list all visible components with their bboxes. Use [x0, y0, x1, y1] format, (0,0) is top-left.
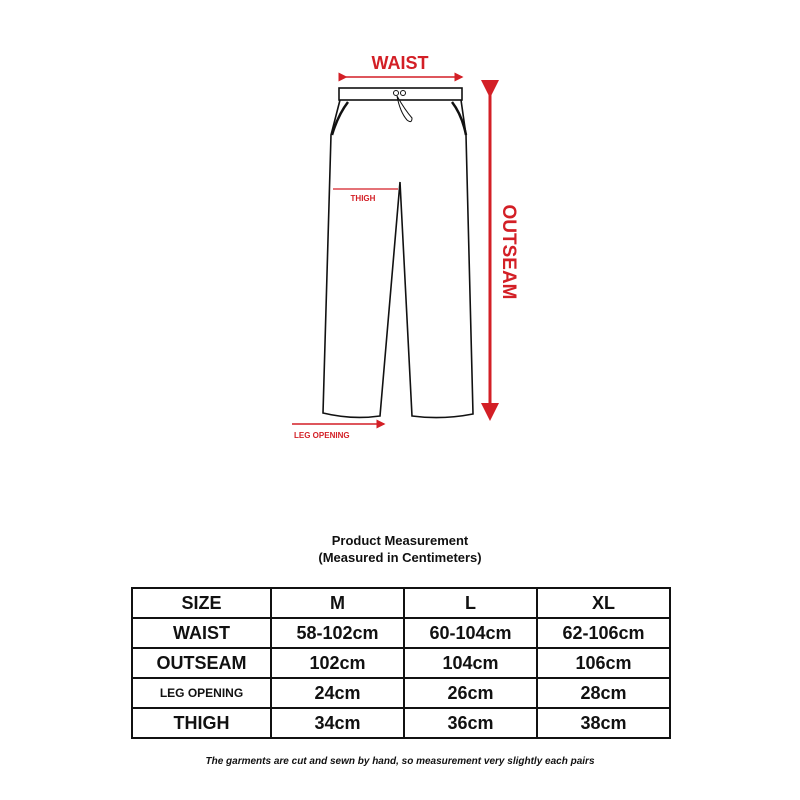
outseam-label: OUTSEAM [498, 204, 519, 300]
cell: 38cm [537, 708, 670, 738]
row-label: OUTSEAM [132, 648, 271, 678]
row-label: LEG OPENING [132, 678, 271, 708]
cell: 106cm [537, 648, 670, 678]
leg-opening-label: LEG OPENING [294, 431, 350, 440]
thigh-label: THIGH [350, 194, 376, 203]
heading-line2: (Measured in Centimeters) [318, 550, 482, 565]
table-row [132, 648, 670, 678]
size-table [131, 587, 671, 739]
cell: 28cm [537, 678, 670, 708]
measure-arrows [292, 77, 490, 424]
row-label: WAIST [132, 618, 271, 648]
waist-label: WAIST [371, 53, 429, 73]
row-label: THIGH [132, 708, 271, 738]
cell: 102cm [271, 648, 404, 678]
cell: 34cm [271, 708, 404, 738]
header-cell: XL [537, 588, 670, 618]
header-cell: M [271, 588, 404, 618]
cell: 58-102cm [271, 618, 404, 648]
pants-outline [323, 88, 473, 418]
header-cell: SIZE [132, 588, 271, 618]
cell: 36cm [404, 708, 537, 738]
cell: 26cm [404, 678, 537, 708]
cell: 60-104cm [404, 618, 537, 648]
footnote: The garments are cut and sewn by hand, so measurement very slightly each pairs [205, 756, 595, 767]
cell: 62-106cm [537, 618, 670, 648]
cell: 24cm [271, 678, 404, 708]
table-row [132, 678, 670, 708]
table-header-row [132, 588, 670, 618]
cell: 104cm [404, 648, 537, 678]
header-cell: L [404, 588, 537, 618]
table-row [132, 708, 670, 738]
table-row [132, 618, 670, 648]
heading-line1: Product Measurement [331, 533, 469, 548]
